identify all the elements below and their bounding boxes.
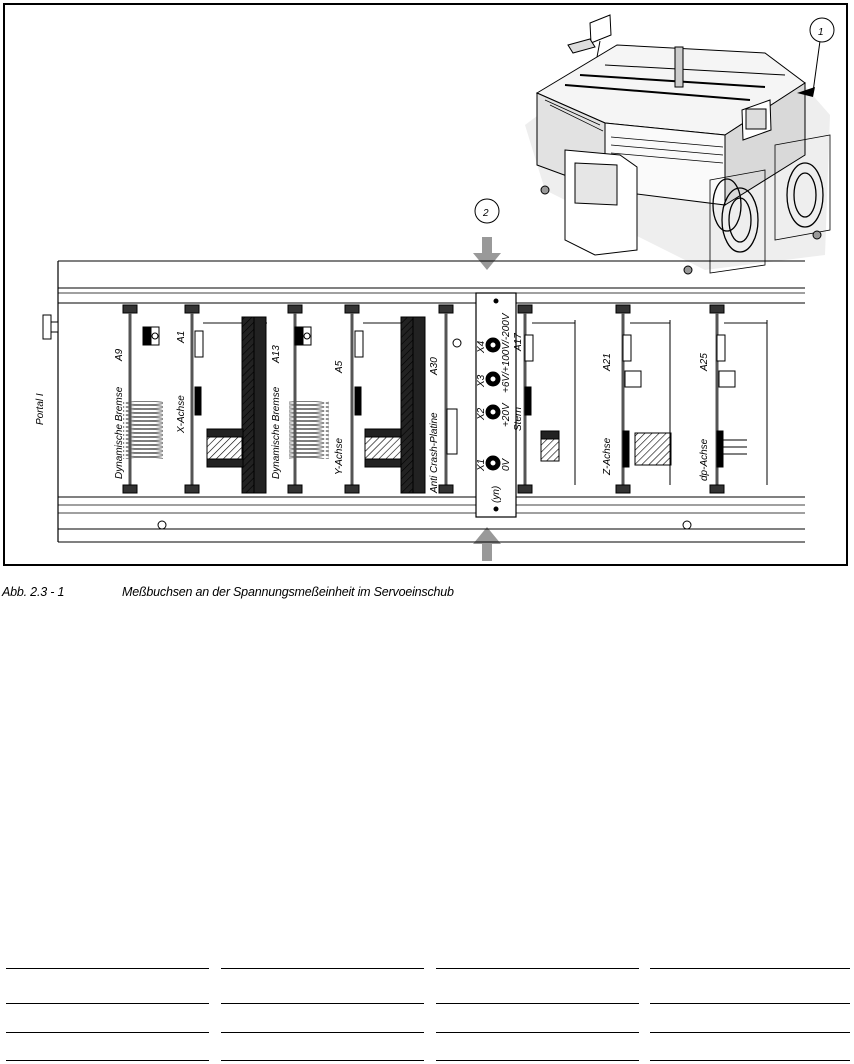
servo-rack-diagram [5,5,846,564]
slot-name-dp-achse: dp-Achse [699,438,710,481]
arrow-down [473,237,501,270]
slot-name-x-achse: X-Achse [176,395,187,433]
socket-x2-label: +20V [501,403,512,427]
figure-number: Abb. 2.3 - 1 [2,585,65,599]
form-line [650,1003,850,1004]
slot-id-a9: A9 [114,348,125,361]
form-line [436,1032,639,1033]
slot-name-stern: Stern [513,407,524,431]
form-line [6,968,209,969]
slot-id-a25: A25 [699,353,710,371]
caption-text: Meßbuchsen an der Spannungsmeßeinheit im Servoeinschub [122,585,454,599]
callout-2: 2 [483,208,489,219]
slot-name-anti-crash: Anti Crash-Platine [429,412,440,493]
unit-tag: (yn) [491,485,502,503]
portal-label: Portal I [35,393,46,425]
form-line [6,1032,209,1033]
form-line [221,1032,424,1033]
form-line [221,1060,424,1061]
form-line [650,1060,850,1061]
slot-name-y-achse: Y-Achse [334,437,345,475]
form-line [221,968,424,969]
slot-id-a30: A30 [429,357,440,375]
socket-x3-id: X3 [476,374,487,387]
form-line [6,1003,209,1004]
slot-id-a13: A13 [271,345,282,363]
callout-1: 1 [818,27,824,38]
slot-name-z-achse: Z-Achse [602,437,613,475]
socket-x2-id: X2 [476,407,487,420]
socket-x4-label: +6V/+100V/-200V [501,313,512,393]
slot-id-a5: A5 [334,360,345,373]
form-line [436,1060,639,1061]
socket-x1-id: X1 [476,458,487,471]
slot-id-a21: A21 [602,353,613,371]
slot-id-a1: A1 [176,330,187,343]
figure-frame [3,3,848,566]
slot-name-dyn-brake-1: Dynamische Bremse [114,386,125,479]
form-line [221,1003,424,1004]
form-line [436,968,639,969]
socket-x1-label: 0V [501,458,512,471]
form-line [436,1003,639,1004]
slot-id-a17: A17 [513,333,524,351]
servo-rack [43,261,805,542]
socket-x4-id: X4 [476,340,487,353]
placement-machine-illustration [525,15,830,274]
arrow-up [473,527,501,561]
slot-name-dyn-brake-2: Dynamische Bremse [271,386,282,479]
form-line [650,968,850,969]
form-line [6,1060,209,1061]
form-line [650,1032,850,1033]
figure-caption [2,585,454,599]
